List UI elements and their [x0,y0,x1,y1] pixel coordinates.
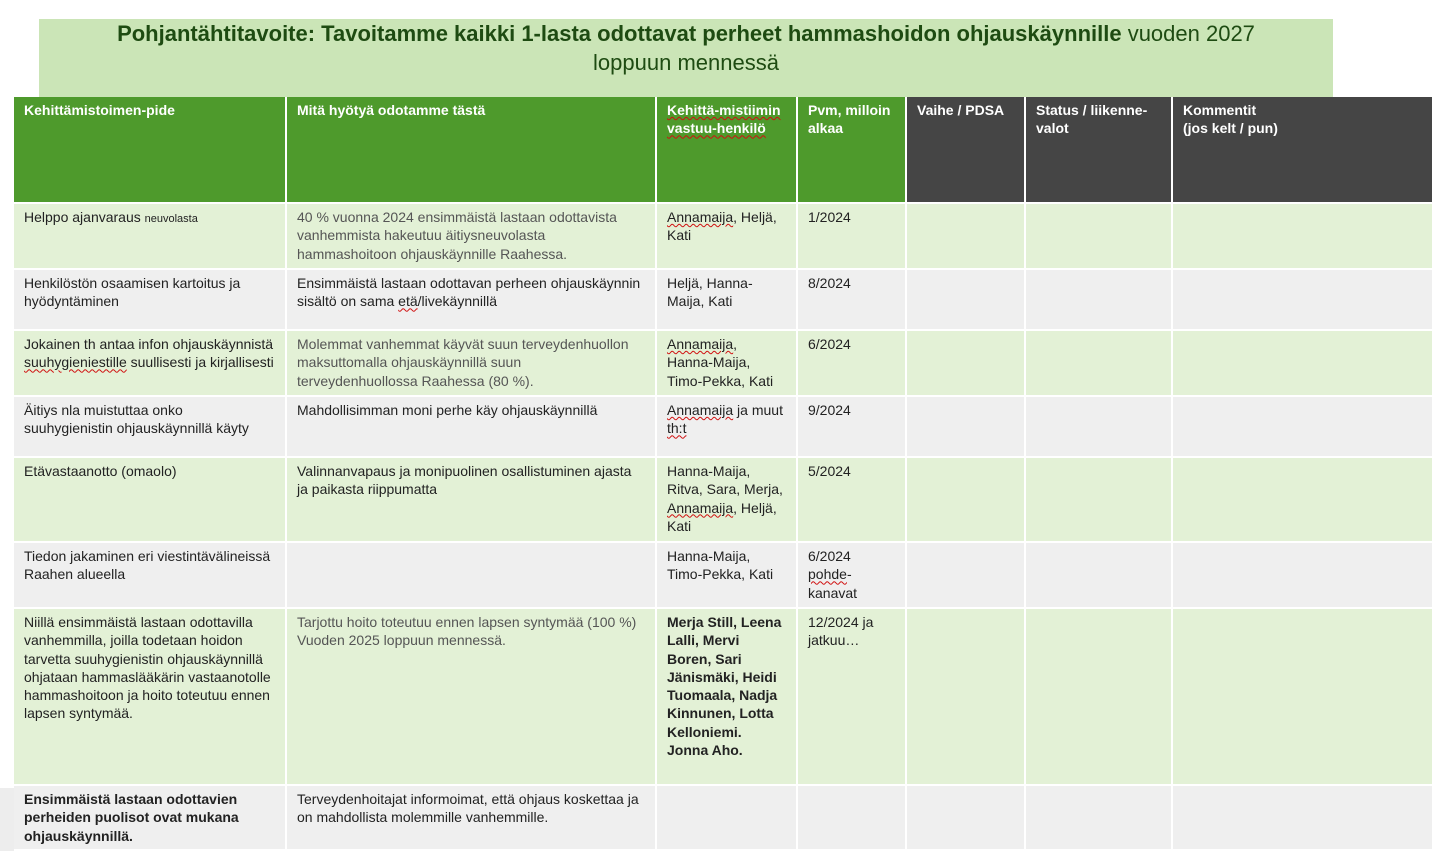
header-phase: Vaihe / PDSA [906,97,1025,203]
page-edge-strip [0,788,14,851]
action-text-end: suullisesti ja kirjallisesti [126,354,274,371]
date-text: 6/2024 [808,548,851,564]
header-comments [1172,97,1433,203]
cell-benefit: Tarjottu hoito toteutuu ennen lapsen syntymää (100 %) Vuoden 2025 loppuun mennessä. [286,608,656,785]
table-row [14,608,1433,785]
owner-name: Annamaija [667,402,734,418]
owner-names-end: , Heljä, Kati [667,499,777,534]
cell-action [14,330,286,396]
cell-date: 5/2024 [797,457,906,542]
title-banner [39,19,1333,97]
cell-comments [1172,396,1433,457]
cell-status [1025,457,1172,542]
cell-action [14,203,286,269]
cell-date: 9/2024 [797,396,906,457]
owner-name: Annamaija [667,499,734,516]
cell-phase [906,203,1025,269]
cell-benefit: 40 % vuonna 2024 ensimmäistä lastaan odottavista vanhemmista hakeutuu äitiysneuvolasta hammashoitoon ohjauskäynnille Raahessa. [286,203,656,269]
page-title [39,19,1333,77]
cell-status [1025,396,1172,457]
cell-owner [656,457,797,542]
cell-comments [1172,203,1433,269]
cell-date: 6/2024 [797,330,906,396]
cell-phase [906,608,1025,785]
cell-phase [906,396,1025,457]
header-comments-line2: (jos kelt / pun) [1183,120,1278,137]
owner-names: ja muut [733,402,783,418]
table-row [14,396,1433,457]
benefit-text-end: /livekäynnillä [417,293,498,310]
cell-action: Ensimmäistä lastaan odottavien perheiden puolisot ovat mukana ohjauskäynnillä. [14,785,286,850]
cell-comments [1172,785,1433,850]
cell-date: 12/2024 ja jatkuu… [797,608,906,785]
cell-action: Äitiys nla muistuttaa onko suuhygienistin ohjauskäynnillä käyty [14,396,286,457]
cell-owner [656,203,797,269]
owner-names: , Hanna-Maija, Timo-Pekka, Kati [667,336,774,389]
cell-status [1025,608,1172,785]
title-bold: Pohjantähtitavoite: Tavoitamme kaikki 1-lasta odottavat perheet hammashoidon ohjauskäynnille [117,21,1122,46]
action-plan-table [14,97,1434,851]
action-text: Helppo ajanvaraus [24,209,141,225]
cell-benefit: Terveydenhoitajat informoimat, että ohjaus koskettaa ja on mahdollista molemmille vanhemmille. [286,785,656,850]
cell-benefit: Mahdollisimman moni perhe käy ohjauskäynnillä [286,396,656,457]
cell-comments [1172,269,1433,330]
header-benefit: Mitä hyötyä odotamme tästä [286,97,656,203]
table-row [14,203,1433,269]
table-row [14,457,1433,542]
cell-comments [1172,542,1433,608]
cell-owner: Heljä, Hanna-Maija, Kati [656,269,797,330]
owner-name: Annamaija [667,336,734,352]
benefit-flagged-word: etä [398,293,418,310]
cell-benefit: Molemmat vanhemmat käyvät suun terveydenhuollon maksuttomalla ohjauskäynnillä suun terveydenhuollossa Raahessa (80 %). [286,330,656,396]
owner-names: Hanna-Maija, Ritva, Sara, Merja, [667,463,783,498]
cell-comments [1172,457,1433,542]
cell-comments [1172,608,1433,785]
date-flagged-word: pohde [808,566,847,583]
cell-date: 8/2024 [797,269,906,330]
table-row [14,330,1433,396]
header-owner-text: Kehittä-mistiimin vastuu-henkilö [667,102,781,137]
cell-status [1025,269,1172,330]
cell-action: Henkilöstön osaamisen kartoitus ja hyödyntäminen [14,269,286,330]
cell-status [1025,203,1172,269]
header-owner [656,97,797,203]
cell-status [1025,785,1172,850]
cell-phase [906,330,1025,396]
cell-owner [656,330,797,396]
owner-name: Annamaija [667,209,734,225]
cell-action: Etävastaanotto (omaolo) [14,457,286,542]
cell-benefit [286,542,656,608]
cell-phase [906,269,1025,330]
action-text: Jokainen th antaa infon ohjauskäynnistä [24,336,274,352]
action-flagged-word: suuhygieniestille [24,354,127,371]
table-row [14,269,1433,330]
owner-names: , Heljä, Kati [667,209,777,244]
cell-owner [656,785,797,850]
header-start-date: Pvm, milloin alkaa [797,97,906,203]
cell-benefit: Valinnanvapaus ja monipuolinen osallistuminen ajasta ja paikasta riippumatta [286,457,656,542]
cell-benefit [286,269,656,330]
cell-action: Tiedon jakaminen eri viestintävälineissä Raahen alueella [14,542,286,608]
cell-phase [906,785,1025,850]
action-small-text: neuvolasta [144,213,198,225]
header-action: Kehittämistoimen-pide [14,97,286,203]
header-row [14,97,1433,203]
cell-comments [1172,330,1433,396]
owner-flagged-word: th:t [667,420,687,437]
header-status: Status / liikenne-valot [1025,97,1172,203]
cell-owner: Merja Still, Leena Lalli, Mervi Boren, Sari Jänismäki, Heidi Tuomaala, Nadja Kinnunen, Lotta Kelloniemi. Jonna Aho. [656,608,797,785]
cell-action: Niillä ensimmäistä lastaan odottavilla vanhemmilla, joilla todetaan hoidon tarvetta suuhygienistin ohjauskäynnillä ohjataan hammaslääkärin vastaanotolle hammashoitoon ja hoito toteutuu ennen lapsen syntymää. [14,608,286,785]
cell-phase [906,457,1025,542]
date-text-end: -kanavat [808,566,858,601]
cell-owner [656,396,797,457]
cell-owner: Hanna-Maija, Timo-Pekka, Kati [656,542,797,608]
cell-phase [906,542,1025,608]
cell-date: 1/2024 [797,203,906,269]
cell-date [797,785,906,850]
header-comments-line1: Kommentit [1183,102,1257,118]
cell-status [1025,542,1172,608]
cell-status [1025,330,1172,396]
cell-date [797,542,906,608]
table-row [14,785,1433,850]
title-normal: vuoden 2027 loppuun mennessä [593,21,1255,75]
benefit-text: Ensimmäistä lastaan odottavan perheen ohjauskäynnin sisältö on sama [297,275,641,310]
table-row [14,542,1433,608]
